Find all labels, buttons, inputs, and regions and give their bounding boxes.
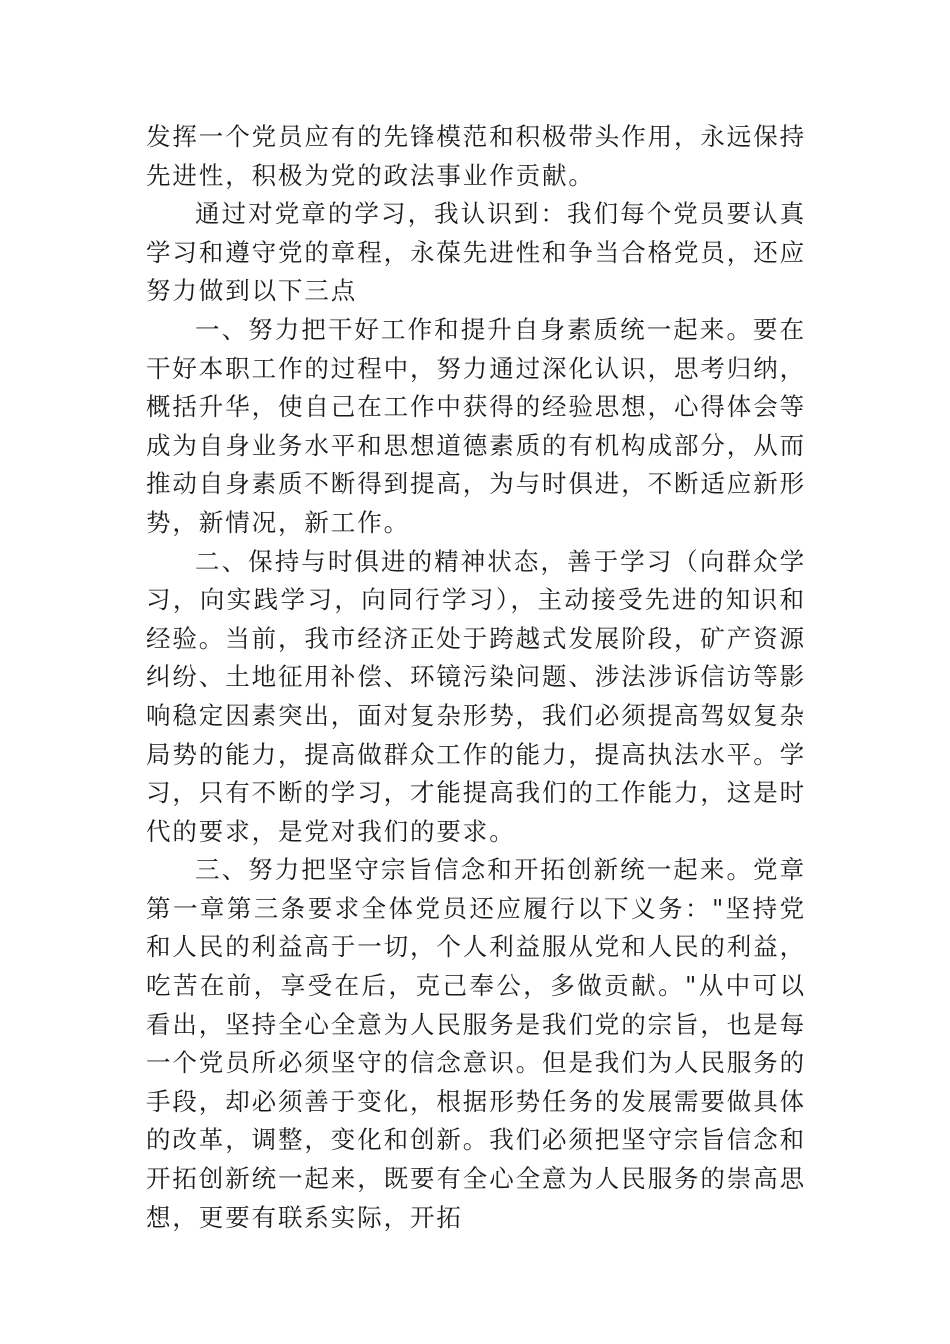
paragraph-continuation: 发挥一个党员应有的先锋模范和积极带头作用，永远保持先进性，积极为党的政法事业作贡献。 <box>146 122 806 190</box>
paragraph-point-one: 一、努力把干好工作和提升自身素质统一起来。要在干好本职工作的过程中，努力通过深化认识，思考归纳，概括升华，使自己在工作中获得的经验思想，心得体会等成为自身业务水平和思想道德素质的有机构成部分，从而推动自身素质不断得到提高，为与时俱进，不断适应新形势，新情况，新工作。 <box>146 314 806 537</box>
paragraph-point-two: 二、保持与时俱进的精神状态，善于学习（向群众学习，向实践学习，向同行学习），主动接受先进的知识和经验。当前，我市经济正处于跨越式发展阶段，矿产资源纠纷、土地征用补偿、环镜污染问题、涉法涉诉信访等影响稳定因素突出，面对复杂形势，我们必须提高驾奴复杂局势的能力，提高做群众工作的能力，提高执法水平。学习，只有不断的学习，才能提高我们的工作能力，这是时代的要求，是党对我们的要求。 <box>146 546 806 846</box>
paragraph-point-three: 三、努力把坚守宗旨信念和开拓创新统一起来。党章第一章第三条要求全体党员还应履行以下义务："坚持党和人民的利益高于一切，个人利益服从党和人民的利益，吃苦在前，享受在后，克己奉公，多做贡献。"从中可以看出，坚持全心全意为人民服务是我们党的宗旨，也是每一个党员所必须坚守的信念意识。但是我们为人民服务的手段，却必须善于变化，根据形势任务的发展需要做具体的改革，调整，变化和创新。我们必须把坚守宗旨信念和开拓创新统一起来，既要有全心全意为人民服务的崇高思想，更要有联系实际，开拓 <box>146 855 806 1232</box>
document-body <box>146 118 806 1237</box>
paragraph-study-insight: 通过对党章的学习，我认识到：我们每个党员要认真学习和遵守党的章程，永葆先进性和争当合格党员，还应努力做到以下三点 <box>146 199 806 306</box>
